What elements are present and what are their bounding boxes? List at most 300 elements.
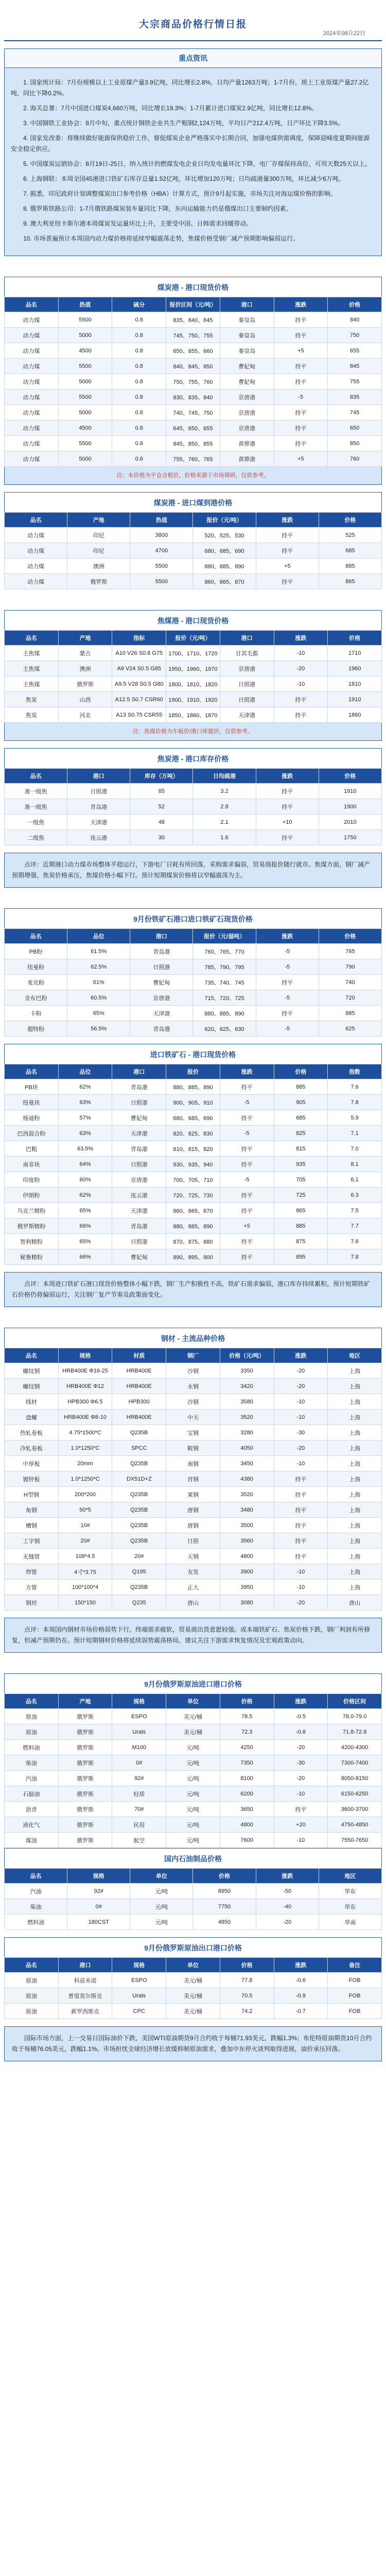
table-cell: 动力煤 bbox=[5, 389, 59, 405]
table-row bbox=[5, 1884, 382, 1899]
table-cell: +10 bbox=[256, 815, 319, 830]
table-row bbox=[5, 1363, 382, 1379]
table-cell: 3450 bbox=[220, 1456, 274, 1471]
column-header: 指数 bbox=[328, 1064, 382, 1079]
table-cell: 上海 bbox=[328, 1363, 382, 1379]
table-cell: 785、790、795 bbox=[193, 959, 256, 975]
table-cell: 5500 bbox=[130, 574, 193, 589]
table-cell: HRB400E bbox=[112, 1410, 166, 1425]
column-header: 价格 bbox=[319, 929, 381, 944]
table-row bbox=[5, 1379, 382, 1394]
table-cell: 原油 bbox=[5, 1988, 59, 2004]
table-cell: 740 bbox=[319, 975, 381, 990]
steel-table bbox=[4, 1348, 382, 1611]
table-cell: 1800、1810、1820 bbox=[166, 676, 220, 692]
table-row bbox=[5, 543, 382, 558]
table-cell: 1700、1710、1720 bbox=[166, 646, 220, 661]
table-cell: -10 bbox=[274, 1786, 328, 1802]
table-cell: 765 bbox=[319, 944, 381, 959]
table-cell: 1900 bbox=[319, 799, 381, 815]
table-cell: 0.8 bbox=[112, 312, 166, 328]
table-cell: 上海 bbox=[328, 1564, 382, 1580]
table-cell: 持平 bbox=[274, 405, 328, 420]
table-cell: 俄罗斯 bbox=[58, 1755, 112, 1771]
table-cell: 焊管 bbox=[5, 1564, 59, 1580]
coke-outlook-title: 焦炭港 - 港口库存价格 bbox=[4, 748, 382, 768]
table-cell: -0.9 bbox=[274, 1988, 328, 2004]
table-cell: 动力煤 bbox=[5, 558, 67, 574]
oil-russia-table bbox=[4, 1957, 382, 2019]
table-cell: -5 bbox=[256, 944, 319, 959]
table-cell: +20 bbox=[274, 1817, 328, 1833]
table-row bbox=[5, 312, 382, 328]
table-row bbox=[5, 1502, 382, 1518]
table-cell: Q235 bbox=[112, 1595, 166, 1611]
table-cell: 5000 bbox=[58, 328, 112, 343]
table-cell: 48 bbox=[130, 815, 193, 830]
table-cell: 秘鲁精粉 bbox=[5, 1249, 59, 1265]
table-cell: 61% bbox=[67, 975, 130, 990]
table-cell: 835、840、845 bbox=[166, 312, 220, 328]
table-cell: 0# bbox=[67, 1899, 130, 1914]
table-cell: 5500 bbox=[58, 312, 112, 328]
column-header: 价格 bbox=[274, 1064, 328, 1079]
table-cell: 俄罗斯 bbox=[58, 1724, 112, 1740]
table-cell: 京唐港 bbox=[130, 990, 193, 1006]
table-cell: 3560 bbox=[220, 1533, 274, 1549]
ore-import-title: 9月份铁矿石港口进口铁矿石现货价格 bbox=[4, 908, 382, 928]
table-cell: 沥青 bbox=[5, 1802, 59, 1817]
table-cell: 槽钢 bbox=[5, 1518, 59, 1533]
table-cell: 原油 bbox=[5, 1973, 59, 1988]
ore-domestic-table bbox=[4, 1064, 382, 1265]
table-cell: 蒙古 bbox=[58, 646, 112, 661]
table-cell: 曹妃甸 bbox=[130, 975, 193, 990]
table-cell: 日照港 bbox=[112, 1095, 166, 1110]
table-cell: FOB bbox=[328, 2004, 382, 2019]
table-cell: 1860 bbox=[328, 707, 382, 723]
table-row bbox=[5, 1394, 382, 1410]
table-cell: 麦克粉 bbox=[5, 975, 67, 990]
table-row bbox=[5, 990, 382, 1006]
table-cell: 64% bbox=[58, 1157, 112, 1172]
table-cell: 685 bbox=[319, 543, 381, 558]
table-cell: 860、865、870 bbox=[166, 1203, 220, 1218]
table-cell: 热轧卷板 bbox=[5, 1425, 59, 1440]
table-cell: 巴西混合粉 bbox=[5, 1126, 59, 1141]
table-cell: 俄罗斯 bbox=[58, 1771, 112, 1786]
table-cell: 61.5% bbox=[67, 944, 130, 959]
news-item: 5. 中国煤炭运销协会：8月19日-25日，纳入统计的燃煤发电企业日均发电量环比下降，电厂存煤保持高位，可用天数25天以上。 bbox=[23, 160, 372, 167]
table-cell: 黄骅港 bbox=[220, 436, 274, 451]
column-header: 热值 bbox=[130, 513, 193, 528]
table-cell: 上海 bbox=[328, 1502, 382, 1518]
table-cell: H型钢 bbox=[5, 1487, 59, 1502]
table-row bbox=[5, 646, 382, 661]
table-cell: 天钢 bbox=[166, 1549, 220, 1564]
table-cell: 0.8 bbox=[112, 405, 166, 420]
table-cell: 760、765、770 bbox=[193, 944, 256, 959]
table-header-row bbox=[5, 1348, 382, 1363]
table-cell: 7.0 bbox=[328, 1141, 382, 1157]
table-cell: 77.8 bbox=[220, 1973, 274, 1988]
table-cell: -5 bbox=[256, 959, 319, 975]
table-row bbox=[5, 975, 382, 990]
table-cell: 755 bbox=[328, 374, 382, 389]
table-cell: 天津港 bbox=[112, 1126, 166, 1141]
table-header-row bbox=[5, 631, 382, 646]
table-cell: 63.5% bbox=[58, 1141, 112, 1157]
table-row bbox=[5, 374, 382, 389]
column-header: 价格 bbox=[220, 1958, 274, 1973]
table-cell: 日照港 bbox=[67, 784, 130, 799]
news-item: 10. 市场普遍预计本周国内动力煤价格将延续窄幅震荡走势，焦煤价格受钢厂减产预期影响偏弱运行。 bbox=[23, 235, 300, 242]
news-item: 6. 上海钢联：本周全国45港进口铁矿石库存总量1.52亿吨，环比增加120万吨；日均疏港量300万吨，环比减少6万吨。 bbox=[23, 175, 345, 182]
table-cell: 无缝管 bbox=[5, 1549, 59, 1564]
table-cell: 63% bbox=[58, 1095, 112, 1110]
table-cell: 2.8 bbox=[193, 799, 256, 815]
table-cell: +5 bbox=[256, 558, 319, 574]
table-cell: ESPO bbox=[112, 1709, 166, 1724]
table-cell: 超特粉 bbox=[5, 1021, 67, 1037]
table-cell: 持平 bbox=[220, 1188, 274, 1203]
table-cell: 智利精粉 bbox=[5, 1234, 59, 1249]
column-header: 涨跌 bbox=[256, 769, 319, 784]
table-cell: 永钢 bbox=[166, 1379, 220, 1394]
table-row bbox=[5, 558, 382, 574]
table-cell: 持平 bbox=[274, 1533, 328, 1549]
table-cell: 7.8 bbox=[328, 1095, 382, 1110]
table-cell: 日照港 bbox=[112, 1157, 166, 1172]
coal-port-note: 注：本价格为平仓含税价，价格来源于市场调研，仅供参考。 bbox=[4, 467, 382, 485]
table-cell: 曹妃甸 bbox=[112, 1249, 166, 1265]
table-cell: 885 bbox=[274, 1079, 328, 1095]
table-cell: 华南 bbox=[319, 1914, 381, 1930]
table-cell: 66% bbox=[58, 1218, 112, 1234]
table-cell: 持平 bbox=[274, 312, 328, 328]
table-cell: 冷轧卷板 bbox=[5, 1440, 59, 1456]
table-cell: 725 bbox=[274, 1188, 328, 1203]
table-cell: 日照港 bbox=[130, 959, 193, 975]
table-cell: 78.5 bbox=[220, 1709, 274, 1724]
table-cell: 华东 bbox=[319, 1884, 381, 1899]
coal-comment: 点评：近期港口动力煤市场整体平稳运行，下游电厂日耗有所回落，采购需求偏弱，贸易商报价随行就市。焦煤方面，钢厂减产预期增强，焦炭价格承压，焦煤价格小幅下行。预计短期煤炭价格将以窄幅震荡为主。 bbox=[4, 853, 382, 888]
table-cell: 3600-3700 bbox=[328, 1802, 382, 1817]
column-header: 港口 bbox=[67, 769, 130, 784]
table-row bbox=[5, 707, 382, 723]
news-item: 3. 中国钢铁工业协会：8月中旬，重点统计钢铁企业共生产粗钢2,124万吨，平均日产212.4万吨，日产环比下降3.5%。 bbox=[23, 120, 344, 127]
table-cell: 0.8 bbox=[112, 374, 166, 389]
table-cell: 520、525、530 bbox=[193, 528, 256, 543]
table-cell: 52 bbox=[130, 799, 193, 815]
table-cell: 7300-7400 bbox=[328, 1755, 382, 1771]
table-cell: 65 bbox=[130, 784, 193, 799]
table-cell: 650 bbox=[328, 420, 382, 436]
table-cell: 62.5% bbox=[67, 959, 130, 975]
table-cell: 持平 bbox=[274, 1549, 328, 1564]
table-cell: 1810 bbox=[328, 676, 382, 692]
table-cell: 4380 bbox=[220, 1471, 274, 1487]
column-header: 品位 bbox=[67, 929, 130, 944]
column-header: 港口 bbox=[220, 297, 274, 312]
table-cell: 680、685、690 bbox=[193, 543, 256, 558]
table-cell: 连云港 bbox=[67, 830, 130, 845]
table-cell: -50 bbox=[256, 1884, 319, 1899]
table-cell: 动力煤 bbox=[5, 374, 59, 389]
table-cell: -0.8 bbox=[274, 1724, 328, 1740]
table-row bbox=[5, 1471, 382, 1487]
table-cell: 62% bbox=[58, 1188, 112, 1203]
table-cell: 65% bbox=[58, 1234, 112, 1249]
table-row bbox=[5, 1833, 382, 1848]
table-row bbox=[5, 1595, 382, 1611]
table-cell: 元/吨 bbox=[166, 1755, 220, 1771]
table-cell: 石脑油 bbox=[5, 1786, 59, 1802]
table-cell: -20 bbox=[274, 1440, 328, 1456]
table-row bbox=[5, 692, 382, 707]
table-cell: 青岛港 bbox=[130, 1021, 193, 1037]
table-cell: 78.0-79.0 bbox=[328, 1709, 382, 1724]
table-cell: 620、625、630 bbox=[193, 1021, 256, 1037]
table-cell: 柴油 bbox=[5, 1899, 67, 1914]
table-cell: 日照港 bbox=[112, 1234, 166, 1249]
column-header: 价格区间 bbox=[328, 1694, 382, 1709]
oil-import-table bbox=[4, 1693, 382, 1848]
table-cell: 5000 bbox=[58, 374, 112, 389]
table-cell: 4250 bbox=[220, 1740, 274, 1755]
table-cell: -40 bbox=[256, 1899, 319, 1914]
table-cell: -5 bbox=[220, 1095, 274, 1110]
table-cell: 865 bbox=[274, 1203, 328, 1218]
table-cell: 70.5 bbox=[220, 1988, 274, 2004]
table-cell: 50*5 bbox=[58, 1502, 112, 1518]
table-cell: 645、650、655 bbox=[166, 420, 220, 436]
table-cell: 乌克兰精粉 bbox=[5, 1203, 59, 1218]
table-cell: 方管 bbox=[5, 1580, 59, 1595]
table-cell: -10 bbox=[274, 1394, 328, 1410]
table-cell: 盘螺 bbox=[5, 1410, 59, 1425]
news-title: 重点资讯 bbox=[5, 49, 381, 68]
table-cell: 4700 bbox=[130, 543, 193, 558]
table-cell: ESPO bbox=[112, 1973, 166, 1988]
column-header: 价格 bbox=[319, 769, 381, 784]
table-cell: Q235B bbox=[112, 1502, 166, 1518]
table-cell: 动力煤 bbox=[5, 405, 59, 420]
table-cell: +5 bbox=[274, 451, 328, 467]
table-row bbox=[5, 1021, 382, 1037]
table-cell: 主焦煤 bbox=[5, 676, 59, 692]
coke-port-title: 焦煤港 - 港口现货价格 bbox=[4, 610, 382, 630]
table-cell: Urals bbox=[112, 1724, 166, 1740]
table-cell: 持平 bbox=[274, 1502, 328, 1518]
table-cell: 杨迪粉 bbox=[5, 1110, 59, 1126]
table-cell: -5 bbox=[220, 1172, 274, 1188]
column-header: 价格 bbox=[220, 1694, 274, 1709]
column-header: 涨跌 bbox=[274, 1958, 328, 1973]
table-cell: HPB300 bbox=[112, 1394, 166, 1410]
table-row bbox=[5, 1079, 382, 1095]
column-header: 港口 bbox=[220, 631, 274, 646]
table-cell: -0.6 bbox=[274, 1973, 328, 1988]
news-item: 9. 澳大利亚纽卡斯尔港本周煤炭发运量环比上升，主要受中国、日韩需求回暖带动。 bbox=[23, 220, 253, 227]
table-cell: 5000 bbox=[58, 451, 112, 467]
column-header: 指标 bbox=[112, 631, 166, 646]
table-cell: 1960 bbox=[328, 661, 382, 676]
coal-port-title: 煤炭港 - 港口现货价格 bbox=[4, 277, 382, 297]
table-cell: 8950 bbox=[193, 1884, 256, 1899]
table-row bbox=[5, 420, 382, 436]
table-row bbox=[5, 359, 382, 374]
table-cell: 汽油 bbox=[5, 1771, 59, 1786]
table-cell: 印度粉 bbox=[5, 1172, 59, 1188]
table-cell: 720、725、730 bbox=[166, 1188, 220, 1203]
table-cell: 890、895、900 bbox=[166, 1249, 220, 1265]
table-cell: 20mm bbox=[58, 1456, 112, 1471]
table-cell: 上海 bbox=[328, 1440, 382, 1456]
table-cell: 中天 bbox=[166, 1410, 220, 1425]
table-cell: 青岛港 bbox=[130, 944, 193, 959]
table-cell: 天津港 bbox=[130, 1006, 193, 1021]
table-cell: 持平 bbox=[220, 1079, 274, 1095]
table-cell: 华东 bbox=[319, 1899, 381, 1914]
column-header: 涨跌 bbox=[274, 297, 328, 312]
table-cell: 760 bbox=[328, 451, 382, 467]
table-cell: 750 bbox=[328, 328, 382, 343]
table-cell: 主焦煤 bbox=[5, 646, 59, 661]
table-cell: 伊朗粉 bbox=[5, 1188, 59, 1203]
table-cell: 日照港 bbox=[220, 692, 274, 707]
table-cell: 唐钢 bbox=[166, 1502, 220, 1518]
table-cell: 上海 bbox=[328, 1487, 382, 1502]
table-cell: 上海 bbox=[328, 1394, 382, 1410]
column-header: 单位 bbox=[166, 1958, 220, 1973]
table-cell: -5 bbox=[256, 1021, 319, 1037]
column-header: 港口 bbox=[112, 1064, 166, 1079]
column-header: 单位 bbox=[166, 1694, 220, 1709]
table-row bbox=[5, 830, 382, 845]
table-cell: 6150-6250 bbox=[328, 1786, 382, 1802]
table-cell: 8050-8150 bbox=[328, 1771, 382, 1786]
table-cell: -10 bbox=[274, 1833, 328, 1848]
table-cell: 天津港 bbox=[112, 1203, 166, 1218]
table-cell: 唐山 bbox=[166, 1595, 220, 1611]
table-cell: 轻质 bbox=[112, 1786, 166, 1802]
column-header: 价格 bbox=[193, 1869, 256, 1884]
table-cell: 上海 bbox=[328, 1379, 382, 1394]
column-header: 涨跌 bbox=[274, 631, 328, 646]
table-cell: Q195 bbox=[112, 1564, 166, 1580]
column-header: 品名 bbox=[5, 513, 67, 528]
table-cell: 1900、1910、1920 bbox=[166, 692, 220, 707]
oil-domestic-title: 国内石油制品价格 bbox=[4, 1848, 382, 1868]
table-cell: 1910 bbox=[319, 784, 381, 799]
table-cell: 4850 bbox=[193, 1914, 256, 1930]
table-cell: 俄罗斯 bbox=[58, 1817, 112, 1833]
table-cell: 840、845、850 bbox=[166, 359, 220, 374]
table-cell: 0.8 bbox=[112, 389, 166, 405]
table-cell: 持平 bbox=[220, 1157, 274, 1172]
table-cell: A9 V24 S0.5 G85 bbox=[112, 661, 166, 676]
table-row bbox=[5, 1771, 382, 1786]
table-cell: 元/吨 bbox=[130, 1914, 193, 1930]
table-row bbox=[5, 661, 382, 676]
table-row bbox=[5, 959, 382, 975]
table-cell: 7550-7650 bbox=[328, 1833, 382, 1848]
column-header: 价格（元/吨） bbox=[220, 1348, 274, 1363]
table-cell: -0.7 bbox=[274, 2004, 328, 2019]
table-cell: 700、705、710 bbox=[166, 1172, 220, 1188]
table-cell: 美元/桶 bbox=[166, 1988, 220, 2004]
table-cell: 20# bbox=[112, 1549, 166, 1564]
steel-title: 钢材 - 主流品种价格 bbox=[4, 1328, 382, 1348]
table-cell: 3500 bbox=[220, 1518, 274, 1533]
table-cell: -20 bbox=[274, 1379, 328, 1394]
table-cell: A12.5 S0.7 CSR60 bbox=[112, 692, 166, 707]
table-cell: HRB400E bbox=[112, 1379, 166, 1394]
table-cell: 鞍钢 bbox=[166, 1440, 220, 1456]
table-cell: 1850、1860、1870 bbox=[166, 707, 220, 723]
table-cell: 885 bbox=[319, 1006, 381, 1021]
table-cell: 沙钢 bbox=[166, 1363, 220, 1379]
steel-comment: 点评：本周国内钢材市场价格弱势下行，终端需求疲软，贸易商出货意愿较强。成本端铁矿石、焦炭价格下跌，钢厂利润有所修复，但减产预期仍在。预计短期钢材价格将延续弱势震荡格局，建议关注下游需求恢复情况及宏观政策动向。 bbox=[4, 1618, 382, 1653]
column-header: 报价（元/吨） bbox=[166, 631, 220, 646]
table-cell: Q235B bbox=[112, 1487, 166, 1502]
table-cell: 815 bbox=[274, 1141, 328, 1157]
table-cell: 新罗西斯克 bbox=[58, 2004, 112, 2019]
table-cell: 元/吨 bbox=[166, 1740, 220, 1755]
table-cell: 4800 bbox=[220, 1817, 274, 1833]
column-header: 报价（元/湿吨） bbox=[193, 929, 256, 944]
table-header-row bbox=[5, 769, 382, 784]
table-cell: 72.3 bbox=[220, 1724, 274, 1740]
table-row bbox=[5, 1218, 382, 1234]
table-cell: -30 bbox=[274, 1425, 328, 1440]
table-cell: 上海 bbox=[328, 1456, 382, 1471]
table-cell: 92# bbox=[67, 1884, 130, 1899]
table-cell: 动力煤 bbox=[5, 312, 59, 328]
table-cell: 7.6 bbox=[328, 1234, 382, 1249]
news-section bbox=[4, 48, 382, 256]
table-cell: 动力煤 bbox=[5, 528, 67, 543]
table-cell: 65% bbox=[67, 1006, 130, 1021]
table-cell: -0.5 bbox=[274, 1709, 328, 1724]
table-cell: 京唐港 bbox=[112, 1172, 166, 1188]
table-cell: 71.8-72.8 bbox=[328, 1724, 382, 1740]
column-header: 涨跌 bbox=[256, 513, 319, 528]
table-cell: 液化气 bbox=[5, 1817, 59, 1833]
table-cell: 上海 bbox=[328, 1410, 382, 1425]
table-cell: 745、750、755 bbox=[166, 328, 220, 343]
table-cell: -5 bbox=[274, 389, 328, 405]
table-cell: -10 bbox=[274, 646, 328, 661]
table-cell: 金布巴粉 bbox=[5, 990, 67, 1006]
coal-import-table bbox=[4, 512, 382, 589]
table-cell: 930、935、940 bbox=[166, 1157, 220, 1172]
table-cell: 日照港 bbox=[220, 676, 274, 692]
table-cell: 元/吨 bbox=[166, 1802, 220, 1817]
table-cell: 青岛港 bbox=[112, 1079, 166, 1095]
table-cell: 上海 bbox=[328, 1533, 382, 1549]
table-cell: 935 bbox=[274, 1157, 328, 1172]
column-header: 硫分 bbox=[112, 297, 166, 312]
table-cell: 角钢 bbox=[5, 1502, 59, 1518]
column-header: 产地 bbox=[67, 513, 130, 528]
table-cell: 705 bbox=[274, 1172, 328, 1188]
table-cell: Q235B bbox=[112, 1518, 166, 1533]
table-row bbox=[5, 1533, 382, 1549]
column-header: 规格 bbox=[67, 1869, 130, 1884]
table-cell: 10# bbox=[58, 1518, 112, 1533]
